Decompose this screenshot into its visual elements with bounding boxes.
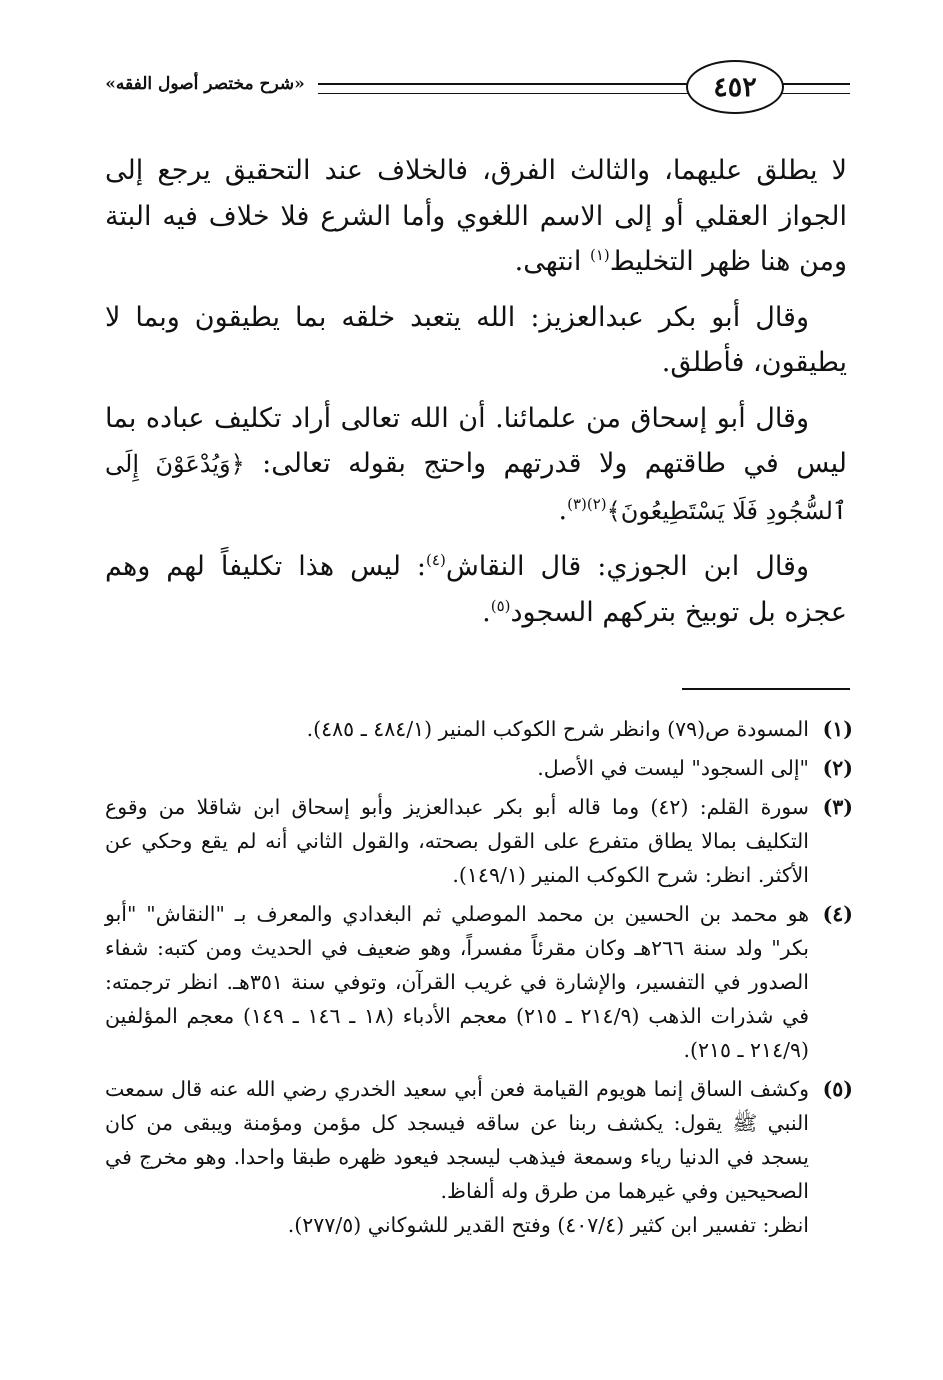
main-text (105, 148, 847, 645)
paragraph (105, 544, 847, 635)
footnotes (105, 712, 853, 1247)
paragraph (105, 148, 847, 285)
footnote-text-continued: انظر: تفسير ابن كثير (٤٠٧/٤) وفتح القدير للشوكاني (٢٧٧/٥). (287, 1213, 809, 1237)
footnote-text: "إلى السجود" ليست في الأصل. (537, 756, 809, 780)
footnote (105, 712, 853, 746)
paragraph (105, 396, 847, 535)
footnote (105, 1072, 853, 1242)
paragraph-text: : ليس هذا تكليفاً لهم وهم عجزه بل توبيخ بتركهم السجود (105, 551, 847, 628)
footnote-ref: (٢)(٣) (567, 494, 607, 513)
footnote-ref: (٤) (426, 551, 446, 569)
paragraph-text: انتهى. (514, 246, 590, 277)
header-rule-thin (318, 93, 688, 94)
footnote (105, 790, 853, 892)
header-rule-right-thin (782, 93, 850, 94)
paragraph-text: وقال ابن الجوزي: قال النقاش (445, 551, 809, 582)
footnote-number: (٥) (822, 1077, 853, 1101)
footnote-text: وكشف الساق إنما هويوم القيامة فعن أبي سعيد الخدري رضي الله عنه قال سمعت النبي ﷺ يقول: يكشف ربنا عن ساقه فيسجد كل مؤمن ومؤمنة ويبقى من كان يسجد في الدنيا رياء وسمعة فيذهب ليسجد فيعود ظهره طبقا واحدا. وهو مخرج في الصحيحين وفي غيرهما من طرق وله ألفاظ. (105, 1077, 809, 1203)
footnote-ref: (١) (589, 246, 610, 264)
paragraph-text: وقال أبو بكر عبدالعزيز: الله يتعبد خلقه بما يطيقون وبما لا يطيقون، فأطلق. (105, 301, 847, 378)
running-title: «شرح مختصر أصول الفقه» (105, 74, 305, 94)
paragraph-text: وقال أبو إسحاق من علمائنا. أن الله تعالى أراد تكليف عباده بما ليس في طاقتهم ولا قدرتهم واحتج بقوله تعالى: (105, 402, 847, 479)
footnote (105, 897, 853, 1067)
footnote-number: (٣) (822, 795, 853, 819)
paragraph-text: لا يطلق عليهما، والثالث الفرق، فالخلاف عند التحقيق يرجع إلى الجواز العقلي أو إلى الاسم اللغوي وأما الشرع فلا خلاف فيه البتة ومن هنا ظهر التخليط (105, 155, 847, 277)
footnote-separator (682, 688, 850, 690)
footnote-text: هو محمد بن الحسين بن محمد الموصلي ثم البغدادي والمعرف بـ "النقاش" "أبو بكر" ولد سنة ٢٦٦هـ وكان مقرئاً مفسراً، وهو ضعيف في الحديث ومن كتبه: شفاء الصدور في التفسير، والإشارة في غريب القرآن، وتوفي سنة ٣٥١هـ. انظر ترجمته: في شذرات الذهب (٢١٤/٩ ـ ٢١٥) معجم الأدباء (١٨ ـ ١٤٦ ـ ١٤٩) معجم المؤلفين (٢١٤/٩ ـ ٢١٥). (105, 902, 809, 1062)
footnote-number: (١) (822, 717, 853, 741)
paragraph (105, 295, 847, 386)
footnote-number: (٤) (822, 902, 853, 926)
quran-verse: ﴿وَيُدْعَوْنَ إِلَى ٱلسُّجُودِ فَلَا يَسْتَطِيعُونَ﴾ (105, 450, 847, 525)
paragraph-text: . (558, 494, 568, 526)
footnote-text: سورة القلم: (٤٢) وما قاله أبو بكر عبدالعزيز وأبو إسحاق ابن شاقلا من وقوع التكليف بمالا يطاق متفرع على القول بصحته، والقول الثاني أنه لم يقع وحكي عن الأكثر. انظر: شرح الكوكب المنير (١٤٩/١). (105, 795, 809, 887)
footnote-text: المسودة ص(٧٩) وانظر شرح الكوكب المنير (٤٨٤/١ ـ ٤٨٥). (306, 717, 809, 741)
header-rule-right (782, 83, 850, 85)
footnote-number: (٢) (822, 756, 853, 780)
header-rule (318, 83, 688, 85)
paragraph-text: . (482, 596, 491, 628)
footnote-ref: (٥) (490, 596, 511, 615)
footnote (105, 751, 853, 785)
page-number: ٤٥٢ (686, 60, 784, 114)
